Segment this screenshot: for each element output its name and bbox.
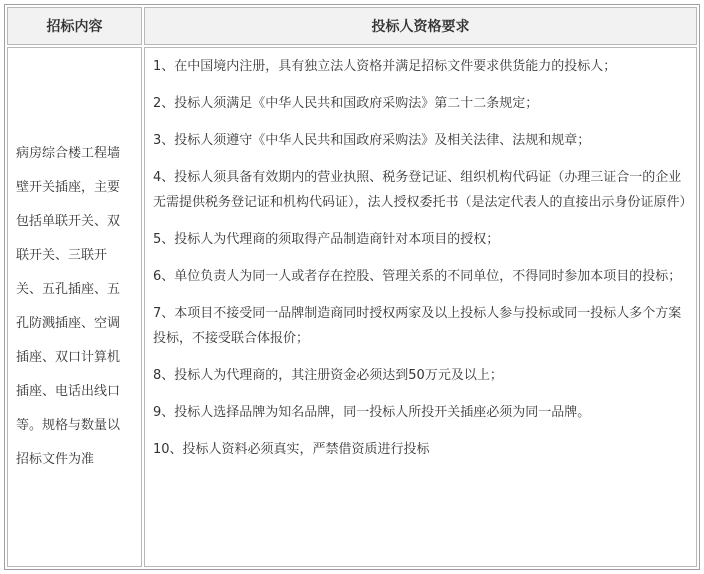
header-row — [7, 7, 697, 45]
requirement-item: 5、投标人为代理商的须取得产品制造商针对本项目的授权； — [153, 232, 500, 247]
requirement-item: 3、投标人须遵守《中华人民共和国政府采购法》及相关法律、法规和规章； — [153, 133, 591, 148]
requirement-item: 2、投标人须满足《中华人民共和国政府采购法》第二十二条规定； — [153, 96, 539, 111]
content-line: 包括单联开关、双 — [16, 214, 121, 229]
requirement-item: 9、投标人选择品牌为知名品牌，同一投标人所投开关插座必须为同一品牌。 — [153, 405, 591, 420]
requirements-cell — [144, 47, 697, 567]
content-line: 孔防溅插座、空调 — [16, 316, 121, 331]
requirement-item: 8、投标人为代理商的，其注册资金必须达到50万元及以上； — [153, 368, 503, 383]
content-line: 插座、电话出线口 — [16, 384, 121, 399]
content-line: 壁开关插座，主要 — [16, 180, 121, 195]
content-line: 病房综合楼工程墙 — [16, 146, 121, 161]
content-line: 关、五孔插座、五 — [16, 282, 121, 297]
header-tender-content: 招标内容 — [7, 7, 142, 45]
requirement-item: 1、在中国境内注册，具有独立法人资格并满足招标文件要求供货能力的投标人； — [153, 59, 617, 74]
requirement-item: 6、单位负责人为同一人或者存在控股、管理关系的不同单位，不得同时参加本项目的投标； — [153, 269, 682, 284]
tender-requirements-table — [4, 4, 700, 570]
content-line: 联开关、三联开 — [16, 248, 108, 263]
content-line: 插座、双口计算机 — [16, 350, 121, 365]
body-row — [7, 47, 697, 567]
tender-content-cell — [7, 47, 142, 567]
content-line: 等。规格与数量以 — [16, 418, 121, 433]
header-bidder-qualifications: 投标人资格要求 — [144, 7, 697, 45]
content-line: 招标文件为准 — [16, 452, 95, 467]
requirement-item: 10、投标人资料必须真实，严禁借资质进行投标 — [153, 442, 430, 457]
requirement-item: 7、本项目不接受同一品牌制造商同时授权两家及以上投标人参与投标或同一投标人多个方案投标，不接受联合体报价； — [153, 306, 682, 346]
tender-table-wrapper — [4, 4, 700, 570]
requirement-item: 4、投标人须具备有效期内的营业执照、税务登记证、组织机构代码证（办理三证合一的企业无需提供税务登记证和机构代码证），法人授权委托书（是法定代表人的直接出示身份证原件） — [153, 170, 693, 210]
